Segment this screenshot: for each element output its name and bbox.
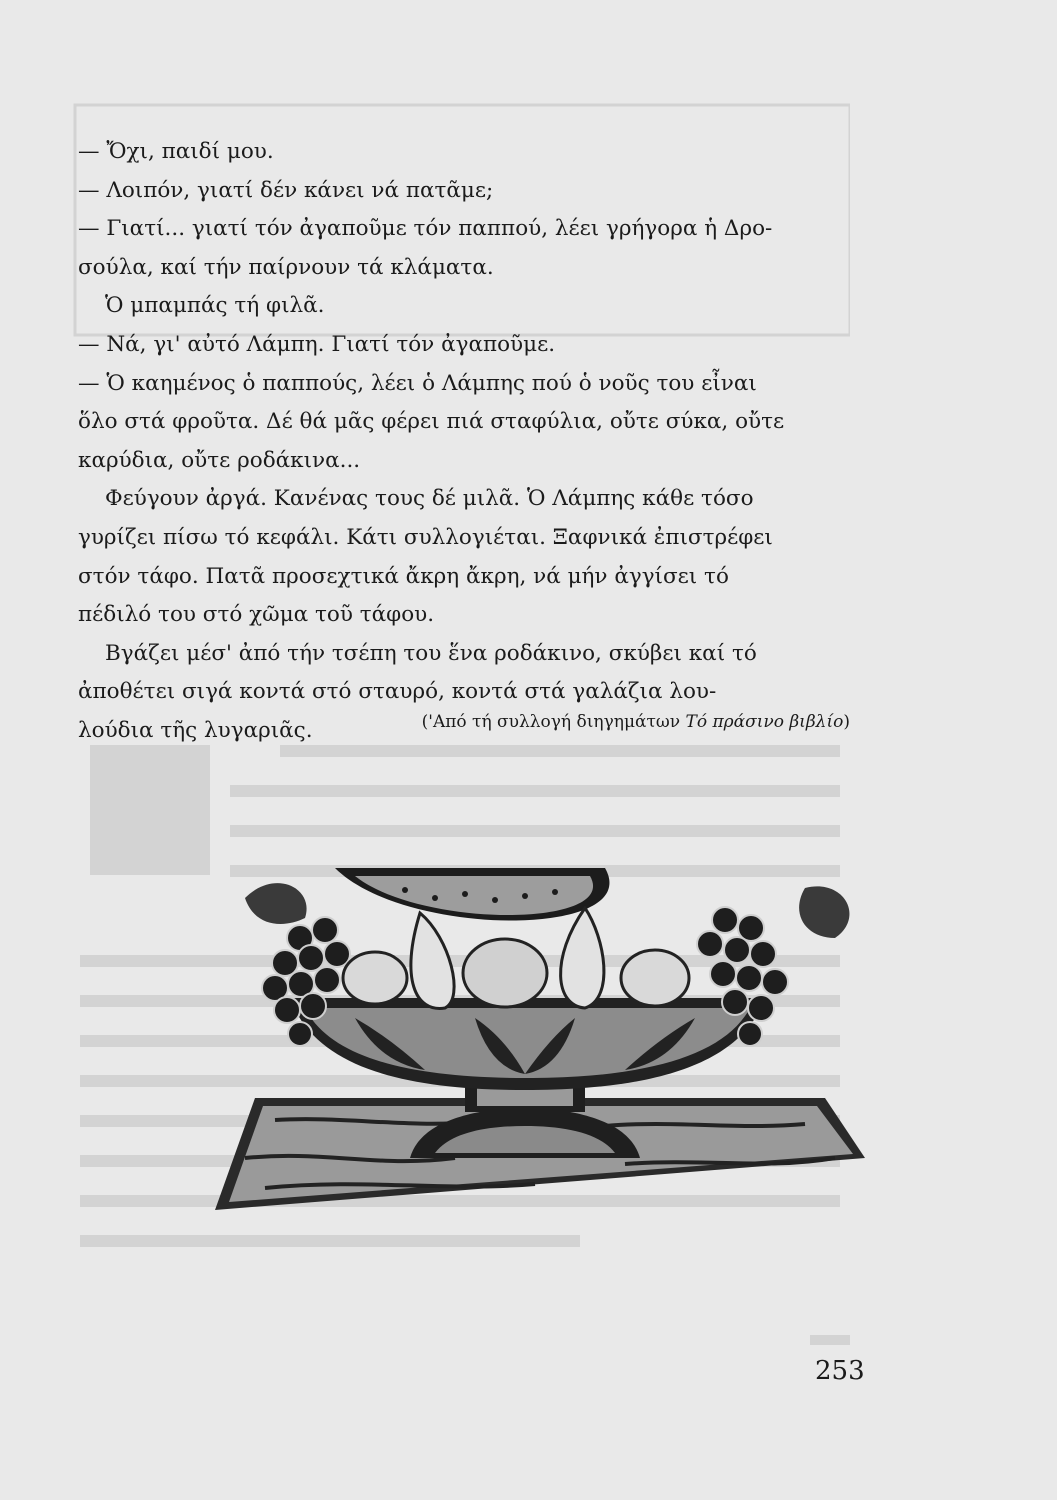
- dialogue-line: — Γιατί... γιατί τόν ἀγαποῦμε τόν παππού, λέει γρήγορα ἡ Δρο-: [78, 216, 773, 242]
- narration-line: γυρίζει πίσω τό κεφάλι. Κάτι συλλογιέται. Ξαφνικά ἐπιστρέφει: [78, 524, 773, 550]
- source-prefix: ('Από τή συλλογή διηγημάτων: [421, 712, 686, 732]
- dialogue-line: — Ὄχι, παιδί μου.: [78, 139, 274, 164]
- leaf-left: [245, 883, 307, 924]
- narration-line: Φεύγουν ἀργά. Κανένας τους δέ μιλᾶ. Ὁ Λάμπης κάθε τόσο: [105, 486, 754, 512]
- narration-line: Βγάζει μέσ' ἀπό τήν τσέπη του ἕνα ροδάκινο, σκύβει καί τό: [105, 640, 757, 666]
- source-citation: [422, 712, 850, 732]
- dialogue-line: — Νά, γι' αὐτό Λάμπη. Γιατί τόν ἀγαποῦμε.: [78, 331, 556, 357]
- narration-line: πέδιλό του στό χῶμα τοῦ τάφου.: [78, 602, 435, 628]
- dialogue-line: σούλα, καί τήν παίρνουν τά κλάματα.: [78, 254, 494, 280]
- dialogue-line: ὅλο στά φροῦτα. Δέ θά μᾶς φέρει πιά σταφύλια, οὔτε σύκα, οὔτε: [78, 409, 785, 435]
- narration-line: ἀποθέτει σιγά κοντά στό σταυρό, κοντά στά γαλάζια λου-: [78, 679, 717, 705]
- page-number: 253: [815, 1356, 865, 1386]
- source-suffix: ): [843, 712, 850, 732]
- leaf-right: [799, 886, 849, 938]
- dialogue-line: — Ὁ καημένος ὁ παππούς, λέει ὁ Λάμπης πού ὁ νοῦς του εἶναι: [78, 370, 757, 396]
- narration-line: λούδια τῆς λυγαριᾶς.: [78, 717, 313, 743]
- dialogue-line: — Λοιπόν, γιατί δέν κάνει νά πατᾶμε;: [78, 177, 494, 203]
- figs-and-peaches: [343, 908, 689, 1008]
- narration-line: στόν τάφο. Πατᾶ προσεχτικά ἄκρη ἄκρη, νά μήν ἀγγίσει τό: [78, 563, 729, 589]
- fruit-bowl-illustration: [205, 858, 875, 1218]
- dialogue-line: καρύδια, οὔτε ροδάκινα...: [78, 447, 361, 473]
- narration-line: Ὁ μπαμπάς τή φιλᾶ.: [105, 293, 325, 319]
- source-book-title: Τό πράσινο βιβλίο: [685, 712, 844, 732]
- story-text: [78, 133, 860, 751]
